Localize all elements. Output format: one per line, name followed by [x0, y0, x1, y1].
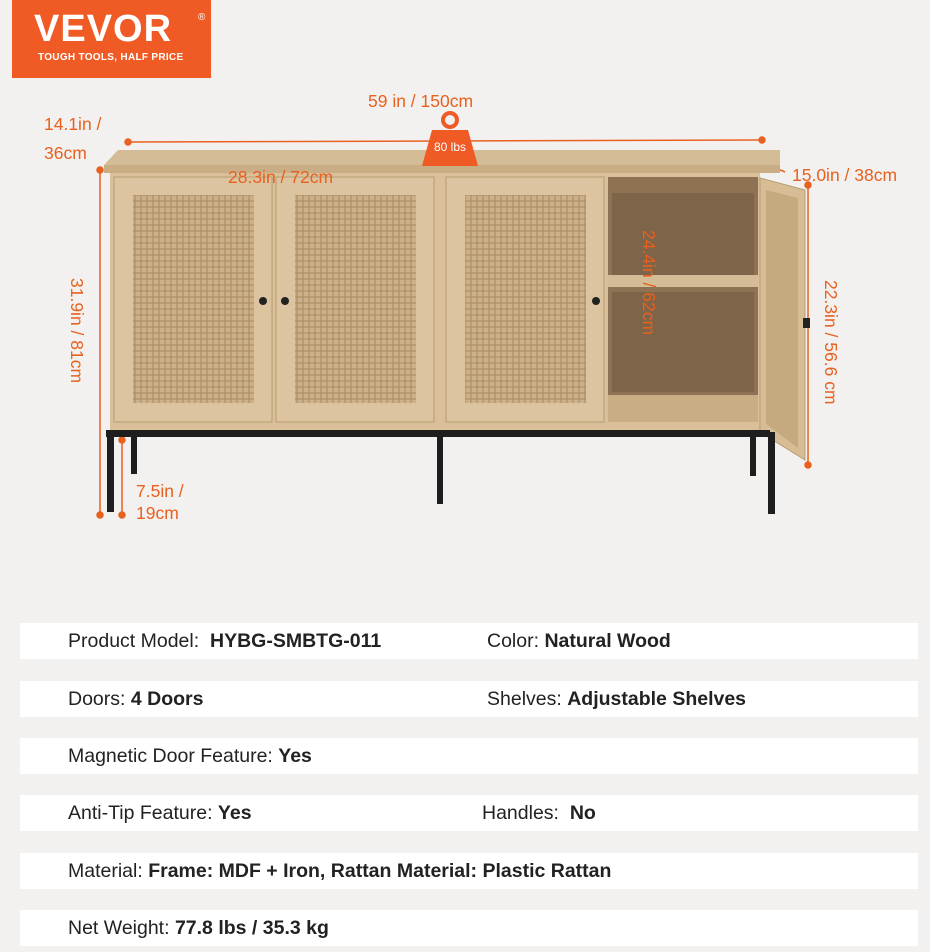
spec-label: Color: [487, 630, 540, 652]
spec-value: 77.8 lbs / 35.3 kg [174, 917, 329, 939]
shelf [608, 275, 758, 287]
weight-badge [422, 110, 478, 166]
spec-label: Net Weight: [68, 917, 170, 939]
spec-label: Handles: [482, 802, 559, 824]
spec-label: Anti-Tip Feature: [68, 802, 213, 824]
spec-label: Shelves: [487, 688, 562, 710]
door-knob [259, 297, 267, 305]
spec-value: Yes [278, 745, 312, 767]
spec-value: Natural Wood [544, 630, 671, 652]
dim-leg-height-label-2: 19cm [136, 503, 179, 523]
dim-height-label: 31.9in / 81cm [67, 278, 87, 384]
logo-tagline: TOUGH TOOLS, HALF PRICE [38, 52, 184, 63]
logo-brand: VEVOR [34, 8, 173, 50]
spec-value: HYBG-SMBTG-011 [210, 630, 382, 652]
spec-row [20, 681, 918, 717]
spec-row [20, 623, 918, 659]
spec-value: Frame: MDF + Iron, Rattan Material: Plastic Rattan [148, 860, 612, 882]
spec-row [20, 795, 918, 831]
dim-open-depth-label: 15.0in / 38cm [792, 165, 898, 185]
dim-depth-label-2: 36cm [44, 143, 87, 163]
logo-registered-mark: ® [198, 12, 206, 23]
dim-leg-height-label-1: 7.5in / [136, 481, 184, 501]
spec-value: 4 Doors [130, 688, 204, 710]
spec-label: Product Model: [68, 630, 200, 652]
spec-value: Adjustable Shelves [567, 688, 747, 710]
dim-depth-label-1: 14.1in / [44, 114, 102, 134]
door-knob [281, 297, 289, 305]
spec-value: Yes [217, 802, 252, 824]
weight-badge-label: 80 lbs [433, 140, 467, 154]
metal-frame [106, 430, 775, 514]
spec-label: Material: [68, 860, 143, 882]
dim-interior-height-label: 24.4in / 62cm [639, 230, 659, 336]
spec-row [20, 853, 918, 889]
dim-door-width-label: 28.3in / 72cm [228, 167, 334, 187]
door-right-1 [446, 177, 604, 422]
door-knob [592, 297, 600, 305]
door-left-1 [114, 177, 272, 422]
dim-door-height-label: 22.3in / 56.6 cm [821, 280, 841, 405]
spec-row [20, 910, 918, 946]
spec-label: Magnetic Door Feature: [68, 745, 273, 767]
weight-icon [422, 110, 478, 166]
dim-width-label: 59 in / 150cm [368, 91, 474, 111]
spec-row [20, 738, 918, 774]
spec-value: No [569, 802, 596, 824]
spec-label: Doors: [68, 688, 126, 710]
door-left-2 [276, 177, 434, 422]
